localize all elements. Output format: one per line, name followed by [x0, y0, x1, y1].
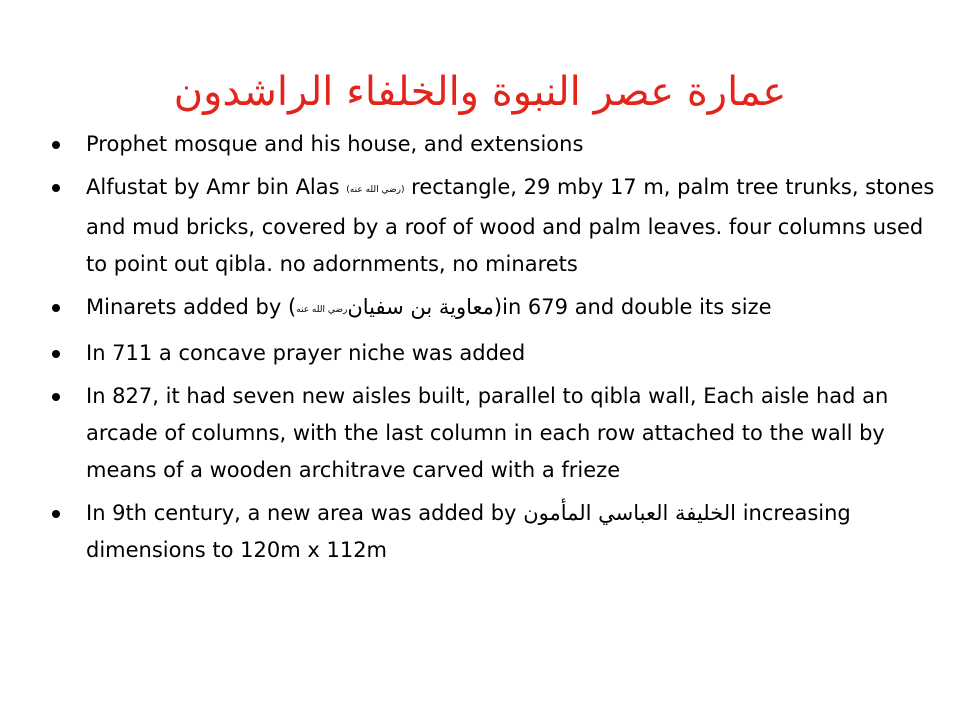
bullet-item: [48, 289, 948, 329]
bullet-item: [48, 169, 948, 283]
bullet-item: [48, 378, 948, 489]
bullet-text-post: )in 679 and double its size: [493, 295, 772, 319]
bullet-text-post: increasing dimensions to 120m x 112m: [86, 501, 851, 562]
bullet-dot-icon: [52, 350, 60, 358]
arabic-name: معاوية بن سفيان: [347, 295, 494, 319]
bullet-dot-icon: [52, 184, 60, 192]
bullet-text-post: rectangle, 29 mby 17 m, palm tree trunks, stones and mud bricks, covered by a roof of wood and palm leaves. four columns used to point out qibla. no adornments, no minarets: [86, 175, 935, 276]
bullet-dot-icon: [52, 393, 60, 401]
bullet-dot-icon: [52, 304, 60, 312]
arabic-honorific: (رضي الله عنه): [346, 185, 405, 195]
bullet-text-pre: Minarets added by (: [86, 295, 297, 319]
bullet-dot-icon: [52, 510, 60, 518]
bullet-item: [48, 335, 948, 372]
bullet-text-pre: Alfustat by Amr bin Alas: [86, 175, 340, 199]
bullet-text-pre: In 9th century, a new area was added by: [86, 501, 517, 525]
bullet-item: [48, 126, 948, 163]
bullet-text: Prophet mosque and his house, and extensions: [86, 132, 584, 156]
slide-title: عمارة عصر النبوة والخلفاء الراشدون: [173, 69, 787, 115]
bullet-text: In 711 a concave prayer niche was added: [86, 341, 526, 365]
bullet-list: [48, 126, 948, 575]
bullet-dot-icon: [52, 141, 60, 149]
arabic-honorific: رضي الله عنه: [296, 305, 348, 315]
bullet-text: In 827, it had seven new aisles built, parallel to qibla wall, Each aisle had an arcade of columns, with the last column in each row attached to the wall by means of a wooden architrave carved with a frieze: [86, 384, 889, 482]
arabic-name: الخليفة العباسي المأمون: [523, 501, 736, 525]
bullet-item: [48, 495, 948, 569]
